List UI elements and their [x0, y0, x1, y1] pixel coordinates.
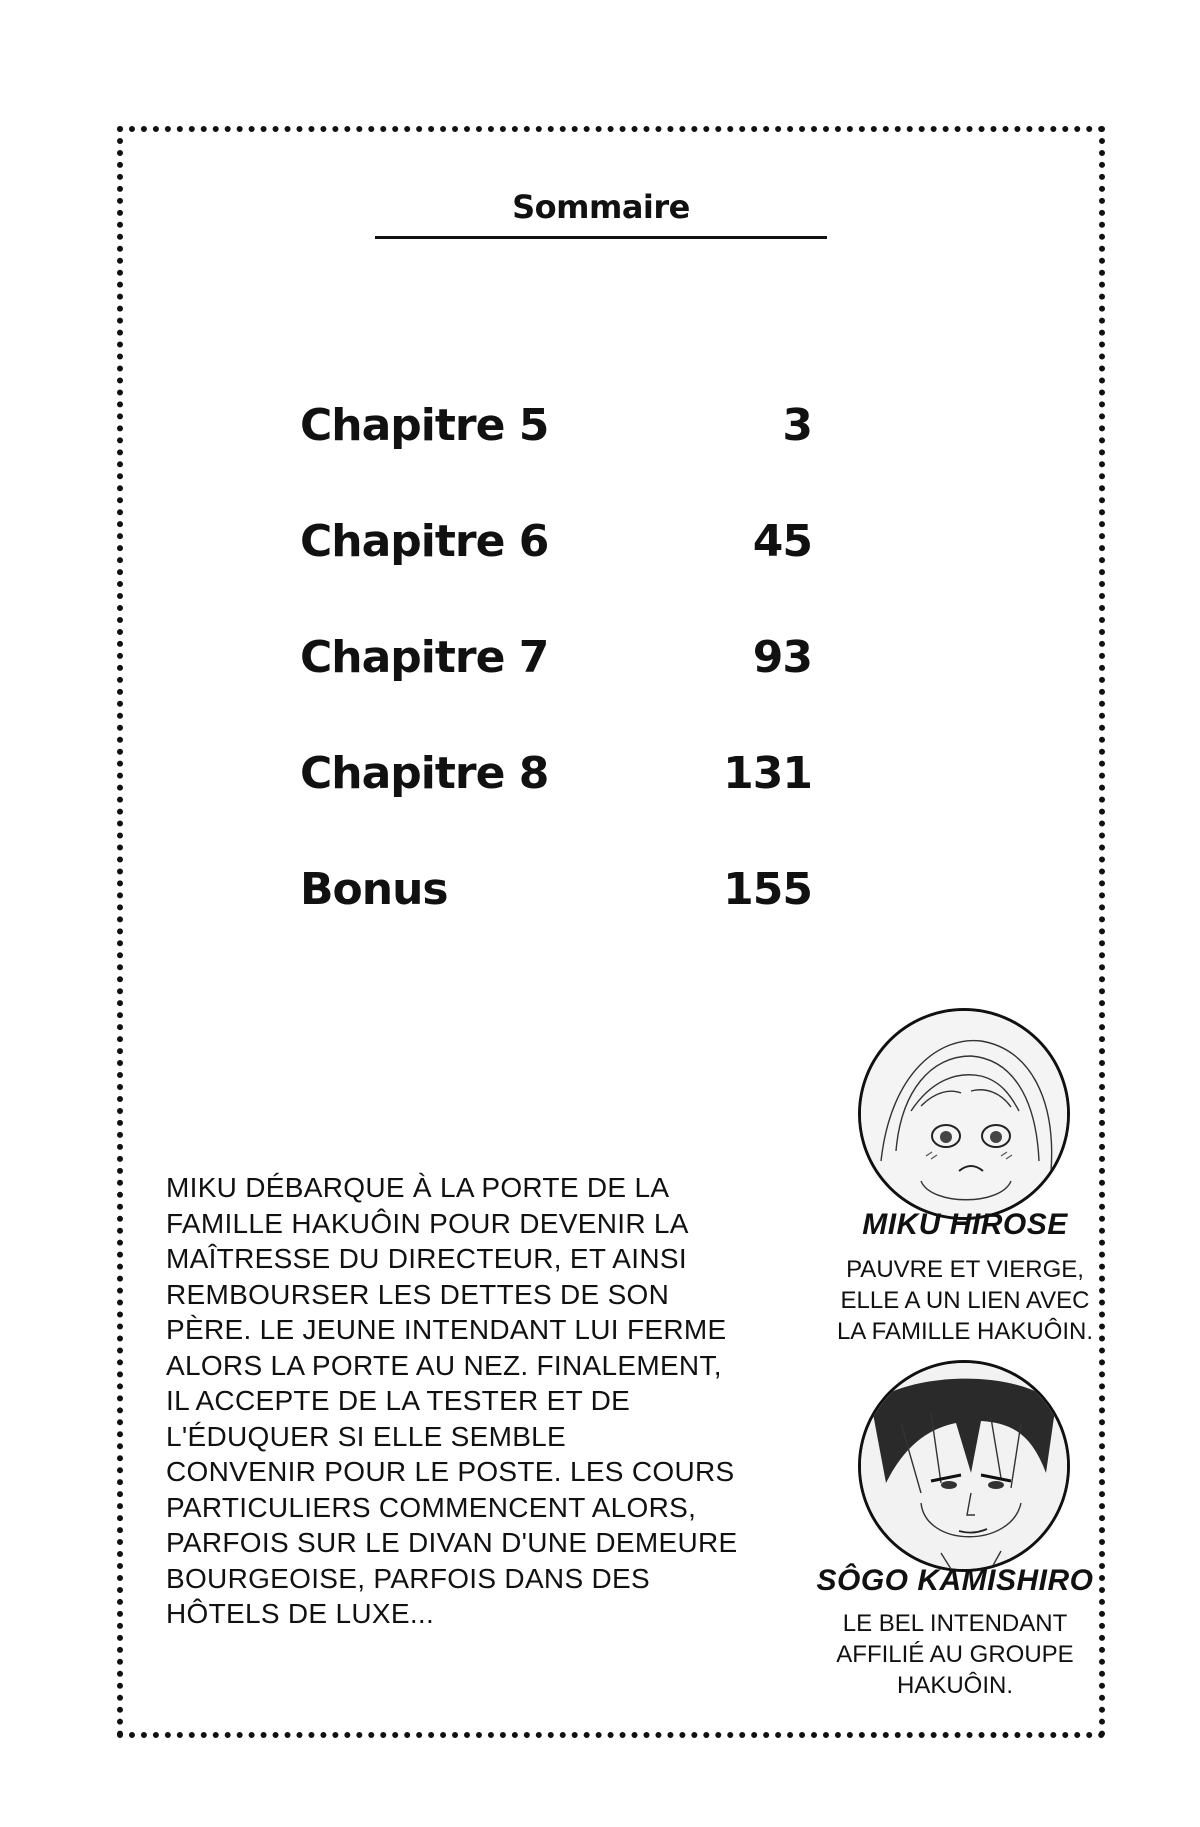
toc-entry-page: 93 — [752, 632, 812, 683]
sogo-portrait — [858, 1360, 1070, 1572]
synopsis-text: MIKU DÉBARQUE À LA PORTE DE LA FAMILLE HAKUÔIN POUR DEVENIR LA MAÎTRESSE DU DIRECTEUR, ET AINSI REMBOURSER LES DETTES DE SON PÈRE. LE JEUNE INTENDANT LUI FERME ALORS LA PORTE AU NEZ. FINALEMENT, IL ACCEPTE DE LA TESTER ET DE L'ÉDUQUER SI ELLE SEMBLE CONVENIR POUR LE POSTE. LES COURS PARTICULIERS COMMENCENT ALORS, PARFOIS SUR LE DIVAN D'UNE DEMEURE BOURGEOISE, PARFOIS DANS DES HÔTELS DE LUXE... — [166, 1172, 738, 1629]
toc-entry[interactable] — [300, 864, 812, 980]
toc-entry-page: 45 — [752, 516, 812, 567]
toc-entry[interactable] — [300, 516, 812, 632]
toc-entry-label: Chapitre 8 — [300, 748, 549, 799]
character-description-sogo: LE BEL INTENDANT AFFILIÉ AU GROUPE HAKUÔIN. — [836, 1610, 1074, 1699]
miku-portrait — [858, 1008, 1070, 1220]
character-name-sogo: SÔGO KAMISHIRO — [816, 1564, 1094, 1597]
toc-entry-label: Chapitre 6 — [300, 516, 549, 567]
toc-entry-label: Chapitre 7 — [300, 632, 549, 683]
toc-entry[interactable] — [300, 748, 812, 864]
character-description-miku: PAUVRE ET VIERGE, ELLE A UN LIEN AVEC LA FAMILLE HAKUÔIN. — [836, 1256, 1094, 1345]
character-name-miku: MIKU HIROSE — [862, 1208, 1068, 1241]
toc-entry-page: 155 — [723, 864, 812, 915]
toc-entry-page: 3 — [782, 400, 812, 451]
toc-title-underline — [375, 236, 827, 239]
miku-portrait-drawing — [861, 1011, 1067, 1217]
toc-entry[interactable] — [300, 632, 812, 748]
toc-entry-label: Chapitre 5 — [300, 400, 549, 451]
toc-list — [300, 400, 812, 980]
toc-title: Sommaire — [512, 188, 690, 226]
toc-entry-label: Bonus — [300, 864, 448, 915]
toc-entry-page: 131 — [723, 748, 812, 799]
sogo-portrait-drawing — [861, 1363, 1067, 1569]
toc-entry[interactable] — [300, 400, 812, 516]
